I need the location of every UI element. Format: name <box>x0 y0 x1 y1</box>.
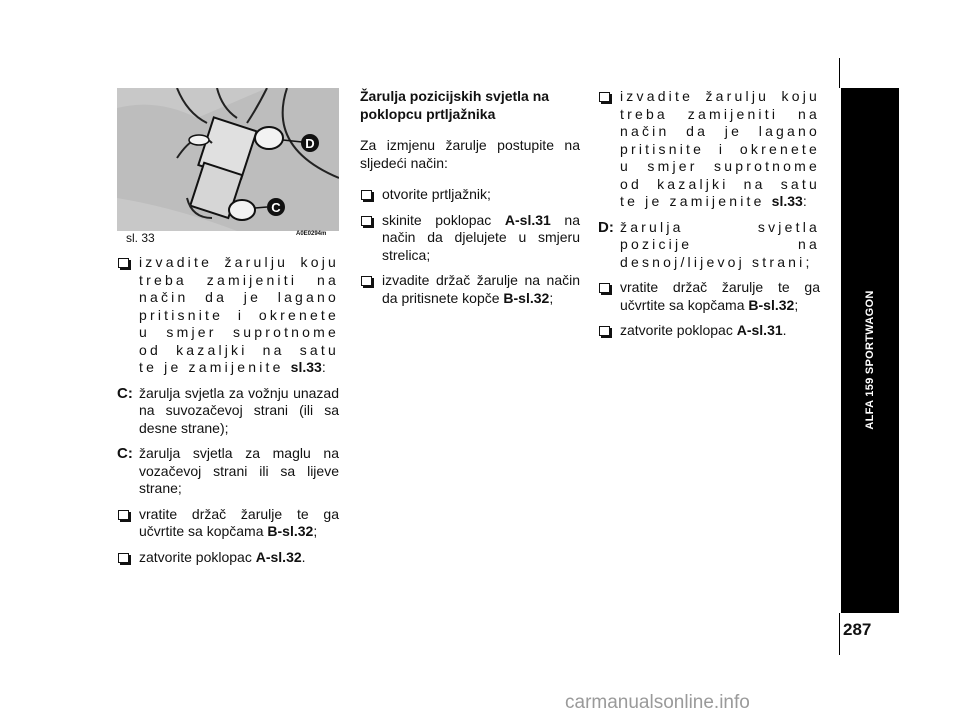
intro-paragraph: Za izmjenu žarulje postupite na sljedeći način: <box>360 137 580 171</box>
sidebar-label: ALFA 159 SPORTWAGON <box>864 290 876 430</box>
checkbox-bullet-icon <box>599 326 610 336</box>
item-prefix: C: <box>117 384 133 402</box>
checkbox-bullet-icon <box>361 216 372 226</box>
item-prefix: C: <box>117 445 133 462</box>
checkbox-bullet-icon <box>599 92 610 102</box>
bulb-holder-illustration <box>117 88 339 231</box>
checkbox-bullet-icon <box>118 258 129 268</box>
svg-text:C: C <box>271 200 281 215</box>
checkbox-bullet-icon <box>118 510 129 520</box>
watermark: carmanualsonline.info <box>565 692 750 713</box>
callout-d <box>301 134 319 152</box>
column-2 <box>360 88 580 315</box>
list-item: vratite držač žarulje te ga učvrtite sa kopčama B-sl.32; <box>117 506 339 541</box>
list-item: skinite poklopac A-sl.31 na način da djelujete u smjeru strelica; <box>360 212 580 265</box>
list-item: zatvorite poklopac A-sl.32. <box>117 549 339 567</box>
item-prefix: D: <box>598 218 614 236</box>
svg-text:D: D <box>305 136 315 151</box>
list-item: D: žarulja svjetla pozicije na desnoj/lijevoj strani; <box>598 218 820 270</box>
divider-top <box>839 58 840 88</box>
page-number: 287 <box>843 620 872 639</box>
checkbox-bullet-icon <box>118 553 129 563</box>
list-item: otvorite prtljažnik; <box>360 186 580 204</box>
section-heading: Žarulja pozicijskih svjetla na poklopcu prtljažnika <box>360 88 550 122</box>
figure-code: A0E0294m <box>296 231 327 237</box>
checkbox-bullet-icon <box>599 283 610 293</box>
checkbox-bullet-icon <box>361 190 372 200</box>
checkbox-bullet-icon <box>361 276 372 286</box>
list-item: C: žarulja svjetla za maglu na vozačevoj strani ili sa lijeve strane; <box>117 445 339 496</box>
callout-c <box>267 198 285 216</box>
list-item: izvadite žarulju koju treba zamijeniti na način da je lagano pritisnite i okrenete u smjer suprotnome od kazaljki na satu te je zamijenite sl.33: <box>598 88 820 211</box>
list-item: izvadite držač žarulje na način da pritisnete kopče B-sl.32; <box>360 272 580 307</box>
list-item: izvadite žarulju koju treba zamijeniti na način da je lagano pritisnite i okrenete u smjer suprotnome od kazaljki na satu te je zamijenite sl.33: <box>117 254 339 377</box>
list-item: vratite držač žarulje te ga učvrtite sa kopčama B-sl.32; <box>598 279 820 314</box>
column-1 <box>117 254 339 574</box>
figure-sl33 <box>117 88 339 231</box>
figure-caption: sl. 33 <box>126 231 155 245</box>
list-item: zatvorite poklopac A-sl.31. <box>598 322 820 340</box>
list-item: C: žarulja svjetla za vožnju unazad na suvozačevoj strani (ili sa desne strane); <box>117 384 339 436</box>
column-3 <box>598 88 820 348</box>
divider-bottom <box>839 613 840 655</box>
